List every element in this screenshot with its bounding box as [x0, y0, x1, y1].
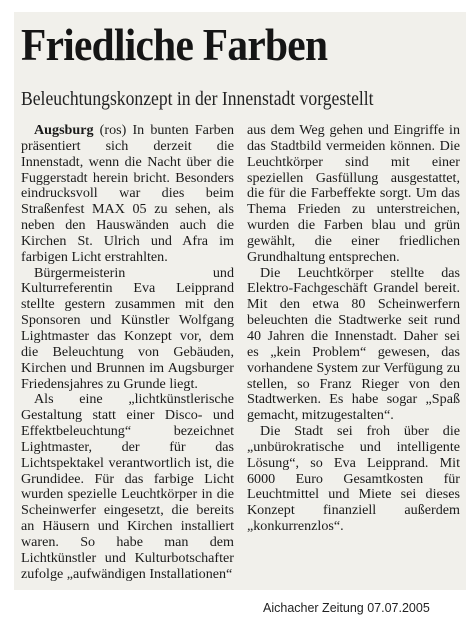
subheadline: Beleuchtungskonzept in der Innenstadt vorgestellt	[21, 88, 374, 110]
article-column-right	[247, 123, 460, 535]
dateline: Augsburg	[34, 122, 94, 138]
article-column-left	[21, 123, 234, 582]
source-caption: Aichacher Zeitung 07.07.2005	[263, 601, 430, 615]
article-paragraph: Als eine „lichtkünstlerische Gestaltung statt einer Disco- und Effektbeleuchtung“ bezeichnet Lightmaster, der für das Lichtspektakel verantwortlich ist, die Grundidee. Für das farbige Licht wurden spezielle Leuchtkörper in die Scheinwerfer eingesetzt, die bereits an Häusern und Kirchen installiert waren. So habe man dem Lichtkünstler und Kulturbotschafter zufolge „aufwändigen Installationen“	[21, 391, 234, 582]
article-paragraph: Bürgermeisterin und Kulturreferentin Eva Leipprand stellte gestern zusammen mit den Sponsoren und Künstler Wolfgang Lightmaster das Konzept vor, dem die Beleuchtung von Gebäuden, Kirchen und Brunnen im Augsburger Friedensjahres zu Grunde liegt.	[21, 264, 234, 392]
article-paragraph-text: In bunten Farben präsentiert sich derzeit die Innenstadt, wenn die Nacht über die Fuggerstadt herein bricht. Besonders eindrucksvoll war dies beim Straßenfest MAX 05 zu sehen, als neben den Hauswänden auch die Kirchen St. Ulrich und Afra im farbigen Licht erstrahlten.	[21, 122, 234, 265]
article-paragraph-continued: aus dem Weg gehen und Eingriffe in das Stadtbild vermeiden können. Die Leuchtkörper sind mit einer speziellen Gasfüllung ausgestattet, die für die Farbeffekte sorgt. Um das Thema Frieden zu unterstreichen, wurden die Farben blau und grün gewählt, die einer friedlichen Grundhaltung entsprechen.	[247, 122, 460, 265]
headline: Friedliche Farben	[21, 19, 328, 70]
article-paragraph: Die Leuchtkörper stellte das Elektro-Fachgeschäft Grandel bereit. Mit den etwa 80 Scheinwerfern beleuchten die Stadtwerke seit rund 40 Jahren die Innenstadt. Daher sei es „kein Problem“ gewesen, das vorhandene System zur Verfügung zu stellen, so Franz Rieger von den Stadtwerken. Es habe sogar „Spaß gemacht, mitzugestalten“.	[247, 264, 460, 424]
byline: (ros)	[93, 122, 133, 138]
article-paragraph	[21, 123, 234, 266]
article-paragraph: Die Stadt sei froh über die „unbürokratische und intelligente Lösung“, so Eva Leipprand. Mit 6000 Euro Gesamtkosten für Leuchtmittel und Miete sei dieses Konzept finanziell außerdem „konkurrenzlos“.	[247, 423, 460, 535]
newspaper-clipping	[14, 12, 466, 590]
